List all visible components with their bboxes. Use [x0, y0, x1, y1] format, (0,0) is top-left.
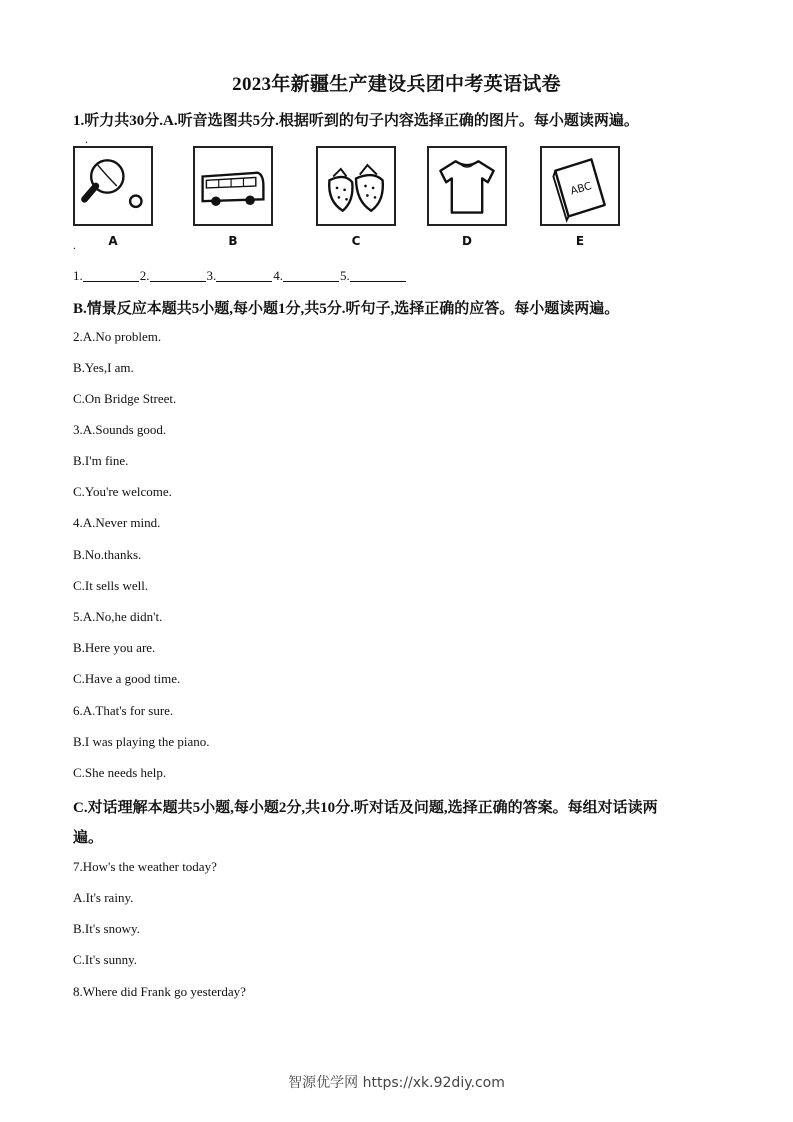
option-line: 6.A.That's for sure. — [73, 703, 174, 718]
option-line: 2.A.No problem. — [73, 329, 162, 344]
picture-b — [193, 146, 279, 248]
option-line: B.I was playing the piano. — [73, 734, 210, 749]
t-shirt-icon — [427, 146, 507, 226]
option-line: B.It's snowy. — [73, 921, 140, 936]
option-line: A.It's rainy. — [73, 890, 134, 905]
book-cover-text: ABC — [569, 180, 593, 198]
table-tennis-icon — [73, 146, 153, 226]
footer-watermark: 智源优学网 https://xk.92diy.com — [288, 1075, 505, 1091]
picture-label: C — [351, 234, 361, 248]
option-line: C.Have a good time. — [73, 671, 181, 686]
section-c-heading-cont: 遍。 — [73, 830, 104, 846]
option-line: 4.A.Never mind. — [73, 515, 161, 530]
option-line: B.No.thanks. — [73, 547, 142, 562]
option-line: C.On Bridge Street. — [73, 391, 177, 406]
stray-dot: . — [73, 238, 76, 252]
section-b-heading: B.情景反应本题共5小题,每小题1分,共5分.听句子,选择正确的应答。每小题读两遍。 — [73, 301, 620, 317]
picture-label: E — [575, 234, 585, 248]
option-line: 5.A.No,he didn't. — [73, 609, 163, 624]
page-title: 2023年新疆生产建设兵团中考英语试卷 — [232, 74, 561, 95]
answer-blank[interactable] — [150, 269, 206, 282]
blank-number: 3. — [206, 268, 217, 283]
option-line: C.She needs help. — [73, 765, 167, 780]
option-line: B.I'm fine. — [73, 453, 129, 468]
blank-number: 2. — [139, 268, 150, 283]
picture-a — [73, 146, 159, 248]
option-line: 3.A.Sounds good. — [73, 422, 167, 437]
picture-c — [316, 146, 402, 248]
bus-icon — [193, 146, 273, 226]
answer-blank[interactable] — [83, 269, 139, 282]
question-line: 7.How's the weather today? — [73, 859, 217, 874]
answer-blanks — [73, 268, 407, 284]
section-a-heading: 1.听力共30分.A.听音选图共5分.根据听到的句子内容选择正确的图片。每小题读两遍。 — [73, 113, 639, 129]
picture-e — [540, 146, 626, 248]
question-line: 8.Where did Frank go yesterday? — [73, 984, 246, 999]
section-c-heading: C.对话理解本题共5小题,每小题2分,共10分.听对话及问题,选择正确的答案。每组对话读两 — [73, 800, 658, 816]
answer-blank[interactable] — [216, 269, 272, 282]
abc-book-icon — [540, 146, 620, 226]
option-line: C.You're welcome. — [73, 484, 172, 499]
picture-d — [427, 146, 513, 248]
picture-label: A — [108, 234, 118, 248]
blank-number: 5. — [340, 268, 350, 283]
option-line: C.It's sunny. — [73, 952, 137, 967]
answer-blank[interactable] — [283, 269, 339, 282]
strawberry-icon — [316, 146, 396, 226]
answer-blank[interactable] — [350, 269, 406, 282]
picture-label: B — [228, 234, 238, 248]
blank-number: 4. — [273, 268, 283, 283]
stray-dot: . — [85, 132, 88, 146]
picture-label: D — [462, 234, 472, 248]
option-line: C.It sells well. — [73, 578, 149, 593]
blank-number: 1. — [73, 268, 83, 283]
option-line: B.Yes,I am. — [73, 360, 134, 375]
option-line: B.Here you are. — [73, 640, 156, 655]
